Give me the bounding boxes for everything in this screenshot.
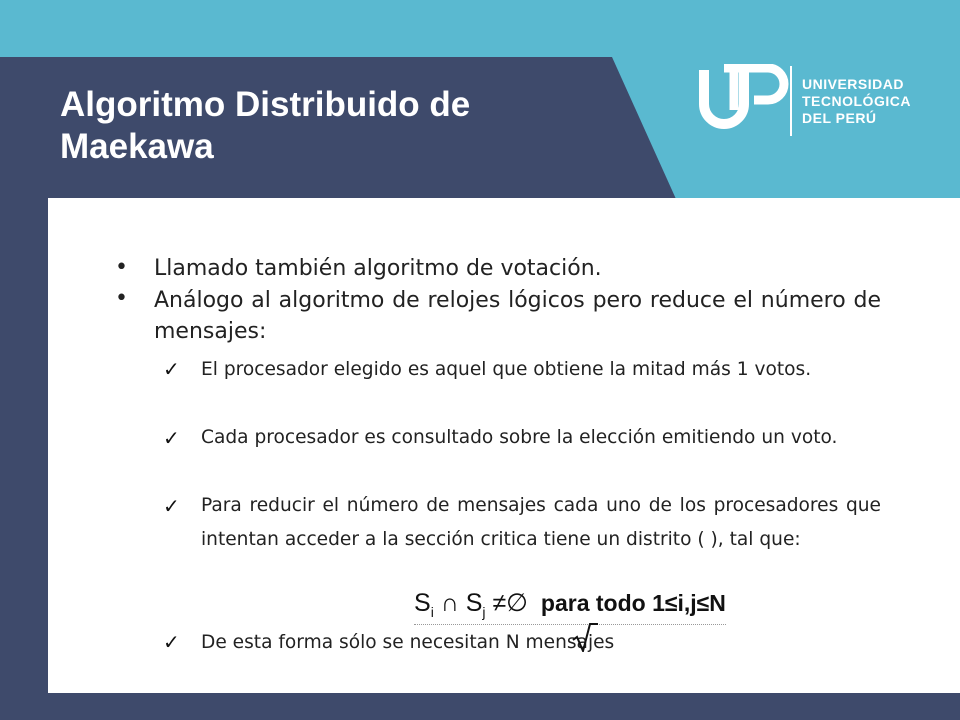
formula-neq-empty: ≠∅: [492, 589, 528, 617]
square-root-icon: [572, 622, 598, 652]
bullet-dot: •: [115, 286, 128, 311]
checkmark-icon: ✓: [163, 357, 180, 381]
formula-cap: ∩: [440, 589, 459, 617]
formula-s1: [414, 589, 434, 620]
district-formula: [414, 588, 726, 625]
formula-i: i: [430, 604, 434, 620]
checkmark-icon: ✓: [163, 630, 180, 654]
formula-s: S: [465, 589, 483, 617]
formula-s: S: [414, 589, 431, 617]
bullet-2: Análogo al algoritmo de relojes lógicos pero reduce el número de mensajes:: [154, 288, 881, 344]
checkmark-icon: ✓: [163, 494, 180, 518]
check-item-2: Cada procesador es consultado sobre la elección emitiendo un voto.: [201, 427, 838, 448]
check-item-1: El procesador elegido es aquel que obtiene la mitad más 1 votos.: [201, 359, 812, 380]
bullet-1: Llamado también algoritmo de votación.: [154, 256, 602, 281]
formula-text: para todo 1≤i,j≤N: [540, 590, 726, 616]
bullet-dot: •: [115, 255, 128, 280]
logo-line-2: TECNOLÓGICA: [802, 93, 911, 109]
checkmark-icon: ✓: [163, 426, 180, 450]
slide-title: Algoritmo Distribuido de Maekawa: [60, 85, 471, 166]
formula-j: j: [482, 604, 486, 620]
logo-line-3: DEL PERÚ: [802, 110, 877, 126]
logo-line-1: UNIVERSIDAD: [802, 76, 904, 92]
formula-s2: [466, 589, 486, 620]
check-item-3: Para reducir el número de mensajes cada uno de los procesadores que intentan acceder a la sección critica tiene un distrito ( ), tal que:: [201, 495, 881, 550]
check-item-4: De esta forma sólo se necesitan N mensajes: [201, 632, 615, 653]
